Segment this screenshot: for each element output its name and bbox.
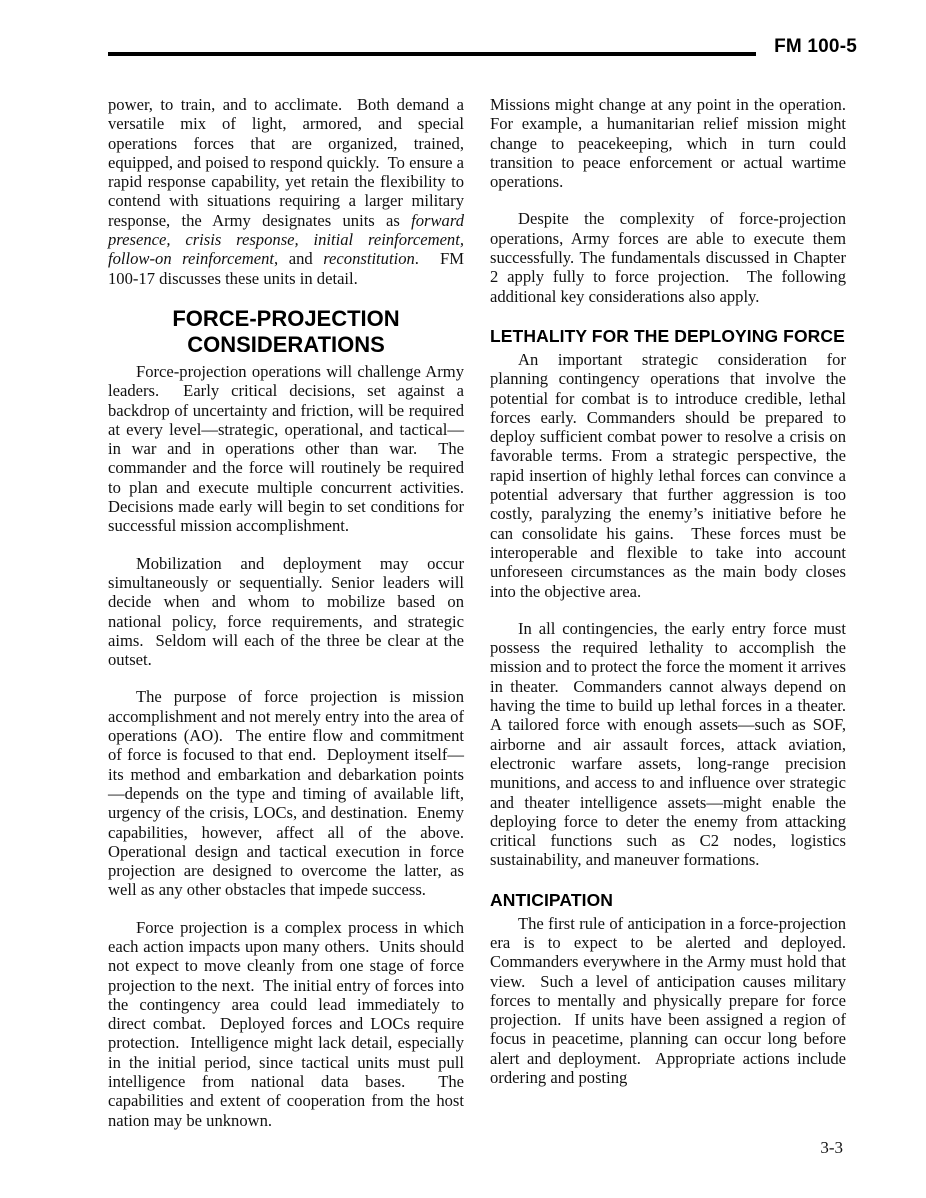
section-heading-line1: FORCE-PROJECTION	[172, 305, 400, 331]
page-number: 3-3	[820, 1138, 843, 1157]
sub-heading-anticipation: ANTICIPATION	[490, 889, 614, 910]
paragraph-missions-change: Missions might change at any point in the operation. For example, a humanitarian relief mission might change to peacekeeping, which in turn could transition to peace enforcement or actual wartime operations.	[490, 95, 855, 192]
paragraph-purpose-of-force-projection: The purpose of force projection is mission accomplishment and not merely entry into the area of operations (AO). The entire flow and commitment of force is focused to that end. Deployment itself—its method and embarkation and debarkation points—depends on the type and timing of available lift, urgency of the crisis, LOCs, and destination. Enemy capabilities, however, affect all of the above. Operational design and tactical execution in force projection are designed to overcome the latter, as well as any other obstacles that impede success.	[108, 687, 473, 900]
paragraph-despite-complexity: Despite the complexity of force-projection operations, Army forces are able to execute them successfully. The fundamentals discussed in Chapter 2 apply fully to force projection. The following additional key considerations also apply.	[490, 209, 851, 306]
paragraph-lethality-strategic: An important strategic consideration for planning contingency operations that involve the potential for combat is to introduce credible, lethal forces early. Commanders should be prepared to deploy sufficient combat power to resolve a crisis on favorable terms. From a strategic perspective, the rapid insertion of highly lethal forces can convince a potential adversary that further aggression is too costly, paralyzing the enemy’s initiative before he can consolidate his gains. These forces must be interoperable and flexible to take into account unforeseen circumstances as the main body closes into the objective area.	[490, 349, 851, 601]
two-column-body	[108, 95, 855, 1148]
paragraph-force-projection-challenge: Force-projection operations will challenge Army leaders. Early critical decisions, set against a backdrop of uncertainty and friction, will be required at every level—strategic, operational, and tactical—in war and in operations other than war. The commander and the force will routinely be required to plan and execute multiple concurrent activities. Decisions made early will begin to set conditions for successful mission accomplishment.	[108, 361, 469, 536]
paragraph-lethality-contingencies: In all contingencies, the early entry force must possess the required lethality to accomplish the mission and to protect the force the moment it arrives in theater. Commanders cannot always depend on having the time to build up lethal forces in a theater. A tailored force with enough assets—such as SOF, airborne and air assault forces, attack aviation, electronic warfare assets, long-range precision munitions, and access to and influence over strategic and theater intelligence assets—might enable the deploying force to deter the enemy from attacking critical functions such as C2 nodes, logistics sustainability, and maneuver formations.	[490, 618, 855, 870]
paragraph-intro-continuation: power, to train, and to acclimate. Both demand a versatile mix of light, armored, and special operations forces that are organized, trained, equipped, and poised to respond quickly. To ensure a rapid response capability, yet retain the flexibility to contend with situations requiring a larger military response, the Army designates units as forward presence, crisis response, initial reinforcement, follow-on reinforcement, and reconstitution. FM 100-17 discusses these units in detail.	[108, 95, 469, 288]
paragraph-anticipation: The first rule of anticipation in a force-projection era is to expect to be alerted and deployed. Commanders everywhere in the Army must hold that view. Such a level of anticipation causes military forces to mentally and physically prepare for force projection. If units have been assigned a region of focus in peacetime, planning can occur long before alert and deployment. Appropriate actions include ordering and posting	[490, 913, 855, 1088]
right-column	[490, 95, 855, 1148]
paragraph-complex-process: Force projection is a complex process in which each action impacts upon many others. Units should not expect to move cleanly from one stage of force projection to the next. The initial entry of forces into the contingency area could lead immediately to direct combat. Deployed forces and LOCs require protection. Intelligence might lack detail, especially in the initial period, since tactical units must pull intelligence from national data bases. The capabilities and extent of cooperation from the host nation may be unknown.	[108, 917, 469, 1130]
paragraph-mobilization-deployment: Mobilization and deployment may occur simultaneously or sequentially. Senior leaders will decide when and whom to mobilize based on national policy, force requirements, and strategic aims. Seldom will each of the three be clear at the outset.	[108, 553, 469, 670]
section-heading-force-projection	[108, 306, 464, 358]
doc-id: FM 100-5	[774, 36, 857, 57]
header-rule	[108, 52, 756, 56]
section-heading-line2: CONSIDERATIONS	[187, 331, 385, 357]
sub-heading-lethality: LETHALITY FOR THE DEPLOYING FORCE	[490, 325, 845, 346]
left-column	[108, 95, 473, 1148]
